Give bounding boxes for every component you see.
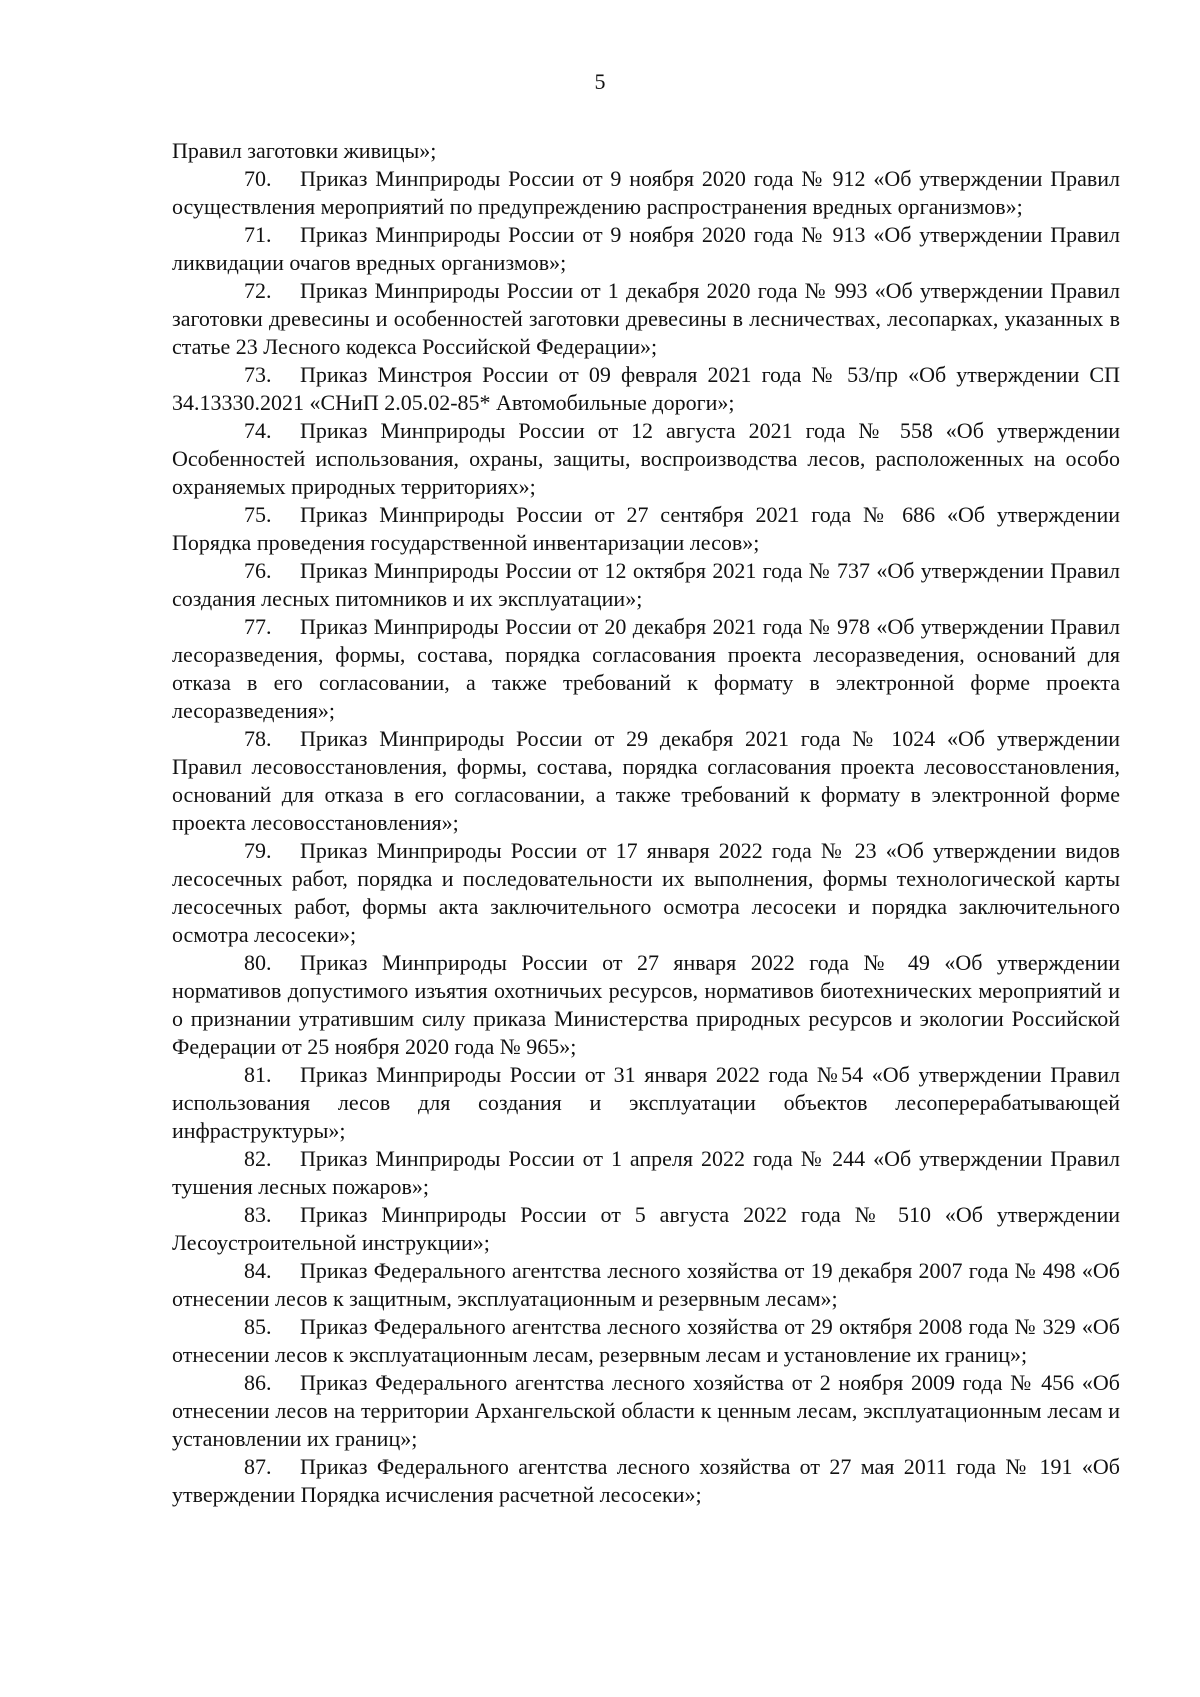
item-number: 75. — [244, 502, 272, 527]
item-text: Приказ Федерального агентства лесного хозяйства от 29 октября 2008 года № 329 «Об отнесении лесов к эксплуатационным лесам, резервным лесам и установление их границ»; — [172, 1314, 1120, 1367]
list-item — [172, 725, 1120, 837]
item-number: 85. — [244, 1314, 272, 1339]
item-number: 78. — [244, 726, 272, 751]
page-number: 5 — [594, 69, 606, 94]
item-number: 80. — [244, 950, 272, 975]
item-text: Приказ Минстроя России от 09 февраля 2021 года № 53/пр «Об утверждении СП 34.13330.2021 «СНиП 2.05.02-85* Автомобильные дороги»; — [172, 362, 1120, 415]
document-body — [172, 137, 1120, 1509]
item-number: 74. — [244, 418, 272, 443]
item-number: 76. — [244, 558, 272, 583]
item-text: Приказ Федерального агентства лесного хозяйства от 19 декабря 2007 года № 498 «Об отнесении лесов к защитным, эксплуатационным и резервным лесам»; — [172, 1258, 1120, 1311]
list-item — [172, 1453, 1120, 1509]
item-text: Приказ Минприроды России от 17 января 2022 года № 23 «Об утверждении видов лесосечных работ, порядка и последовательности их выполнения, формы технологической карты лесосечных работ, формы акта заключительного осмотра лесосеки и порядка заключительного осмотра лесосеки»; — [172, 838, 1120, 947]
item-number: 84. — [244, 1258, 272, 1283]
item-number: 81. — [244, 1062, 272, 1087]
item-text: Приказ Федерального агентства лесного хозяйства от 2 ноября 2009 года № 456 «Об отнесении лесов на территории Архангельской области к ценным лесам, эксплуатационным лесам и установлении их границ»; — [172, 1370, 1120, 1451]
item-number: 71. — [244, 222, 272, 247]
item-text: Приказ Минприроды России от 12 августа 2021 года № 558 «Об утверждении Особенностей использования, охраны, защиты, воспроизводства лесов, расположенных на особо охраняемых природных территориях»; — [172, 418, 1120, 499]
item-number: 86. — [244, 1370, 272, 1395]
list-item — [172, 1061, 1120, 1145]
item-text: Приказ Минприроды России от 12 октября 2021 года № 737 «Об утверждении Правил создания лесных питомников и их эксплуатации»; — [172, 558, 1120, 611]
item-number: 79. — [244, 838, 272, 863]
item-text: Приказ Минприроды России от 27 января 2022 года № 49 «Об утверждении нормативов допустимого изъятия охотничьих ресурсов, нормативов биотехнических мероприятий и о признании утратившим силу приказа Министерства природных ресурсов и экологии Российской Федерации от 25 ноября 2020 года № 965»; — [172, 950, 1120, 1059]
list-item — [172, 1313, 1120, 1369]
item-text: Приказ Минприроды России от 1 апреля 2022 года № 244 «Об утверждении Правил тушения лесных пожаров»; — [172, 1146, 1120, 1199]
list-item — [172, 837, 1120, 949]
list-item — [172, 949, 1120, 1061]
item-number: 77. — [244, 614, 272, 639]
item-text: Приказ Минприроды России от 29 декабря 2021 года № 1024 «Об утверждении Правил лесовосстановления, формы, состава, порядка согласования проекта лесовосстановления, оснований для отказа в его согласовании, а также требований к формату в электронной форме проекта лесовосстановления»; — [172, 726, 1120, 835]
item-number: 72. — [244, 278, 272, 303]
list-item — [172, 1145, 1120, 1201]
item-text: Приказ Минприроды России от 1 декабря 2020 года № 993 «Об утверждении Правил заготовки древесины и особенностей заготовки древесины в лесничествах, лесопарках, указанных в статье 23 Лесного кодекса Российской Федерации»; — [172, 278, 1120, 359]
item-text: Приказ Минприроды России от 27 сентября 2021 года № 686 «Об утверждении Порядка проведения государственной инвентаризации лесов»; — [172, 502, 1120, 555]
list-item — [172, 501, 1120, 557]
order-list — [172, 165, 1120, 1509]
continuation-text: Правил заготовки живицы»; — [172, 138, 437, 163]
item-text: Приказ Минприроды России от 5 августа 2022 года № 510 «Об утверждении Лесоустроительной инструкции»; — [172, 1202, 1120, 1255]
list-item — [172, 361, 1120, 417]
item-number: 73. — [244, 362, 272, 387]
item-text: Приказ Минприроды России от 9 ноября 2020 года № 912 «Об утверждении Правил осуществления мероприятий по предупреждению распространения вредных организмов»; — [172, 166, 1120, 219]
item-number: 87. — [244, 1454, 272, 1479]
list-item — [172, 221, 1120, 277]
list-item — [172, 1201, 1120, 1257]
item-text: Приказ Федерального агентства лесного хозяйства от 27 мая 2011 года № 191 «Об утверждении Порядка исчисления расчетной лесосеки»; — [172, 1454, 1120, 1507]
list-item — [172, 557, 1120, 613]
item-number: 83. — [244, 1202, 272, 1227]
item-number: 82. — [244, 1146, 272, 1171]
list-item — [172, 277, 1120, 361]
list-item — [172, 417, 1120, 501]
item-text: Приказ Минприроды России от 9 ноября 2020 года № 913 «Об утверждении Правил ликвидации очагов вредных организмов»; — [172, 222, 1120, 275]
item-text: Приказ Минприроды России от 20 декабря 2021 года № 978 «Об утверждении Правил лесоразведения, формы, состава, порядка согласования проекта лесоразведения, оснований для отказа в его согласовании, а также требований к формату в электронной форме проекта лесоразведения»; — [172, 614, 1120, 723]
list-item — [172, 165, 1120, 221]
list-item — [172, 1369, 1120, 1453]
list-item — [172, 613, 1120, 725]
item-number: 70. — [244, 166, 272, 191]
list-item — [172, 1257, 1120, 1313]
item-text: Приказ Минприроды России от 31 января 2022 года №54 «Об утверждении Правил использования лесов для создания и эксплуатации объектов лесоперерабатывающей инфраструктуры»; — [172, 1062, 1120, 1143]
